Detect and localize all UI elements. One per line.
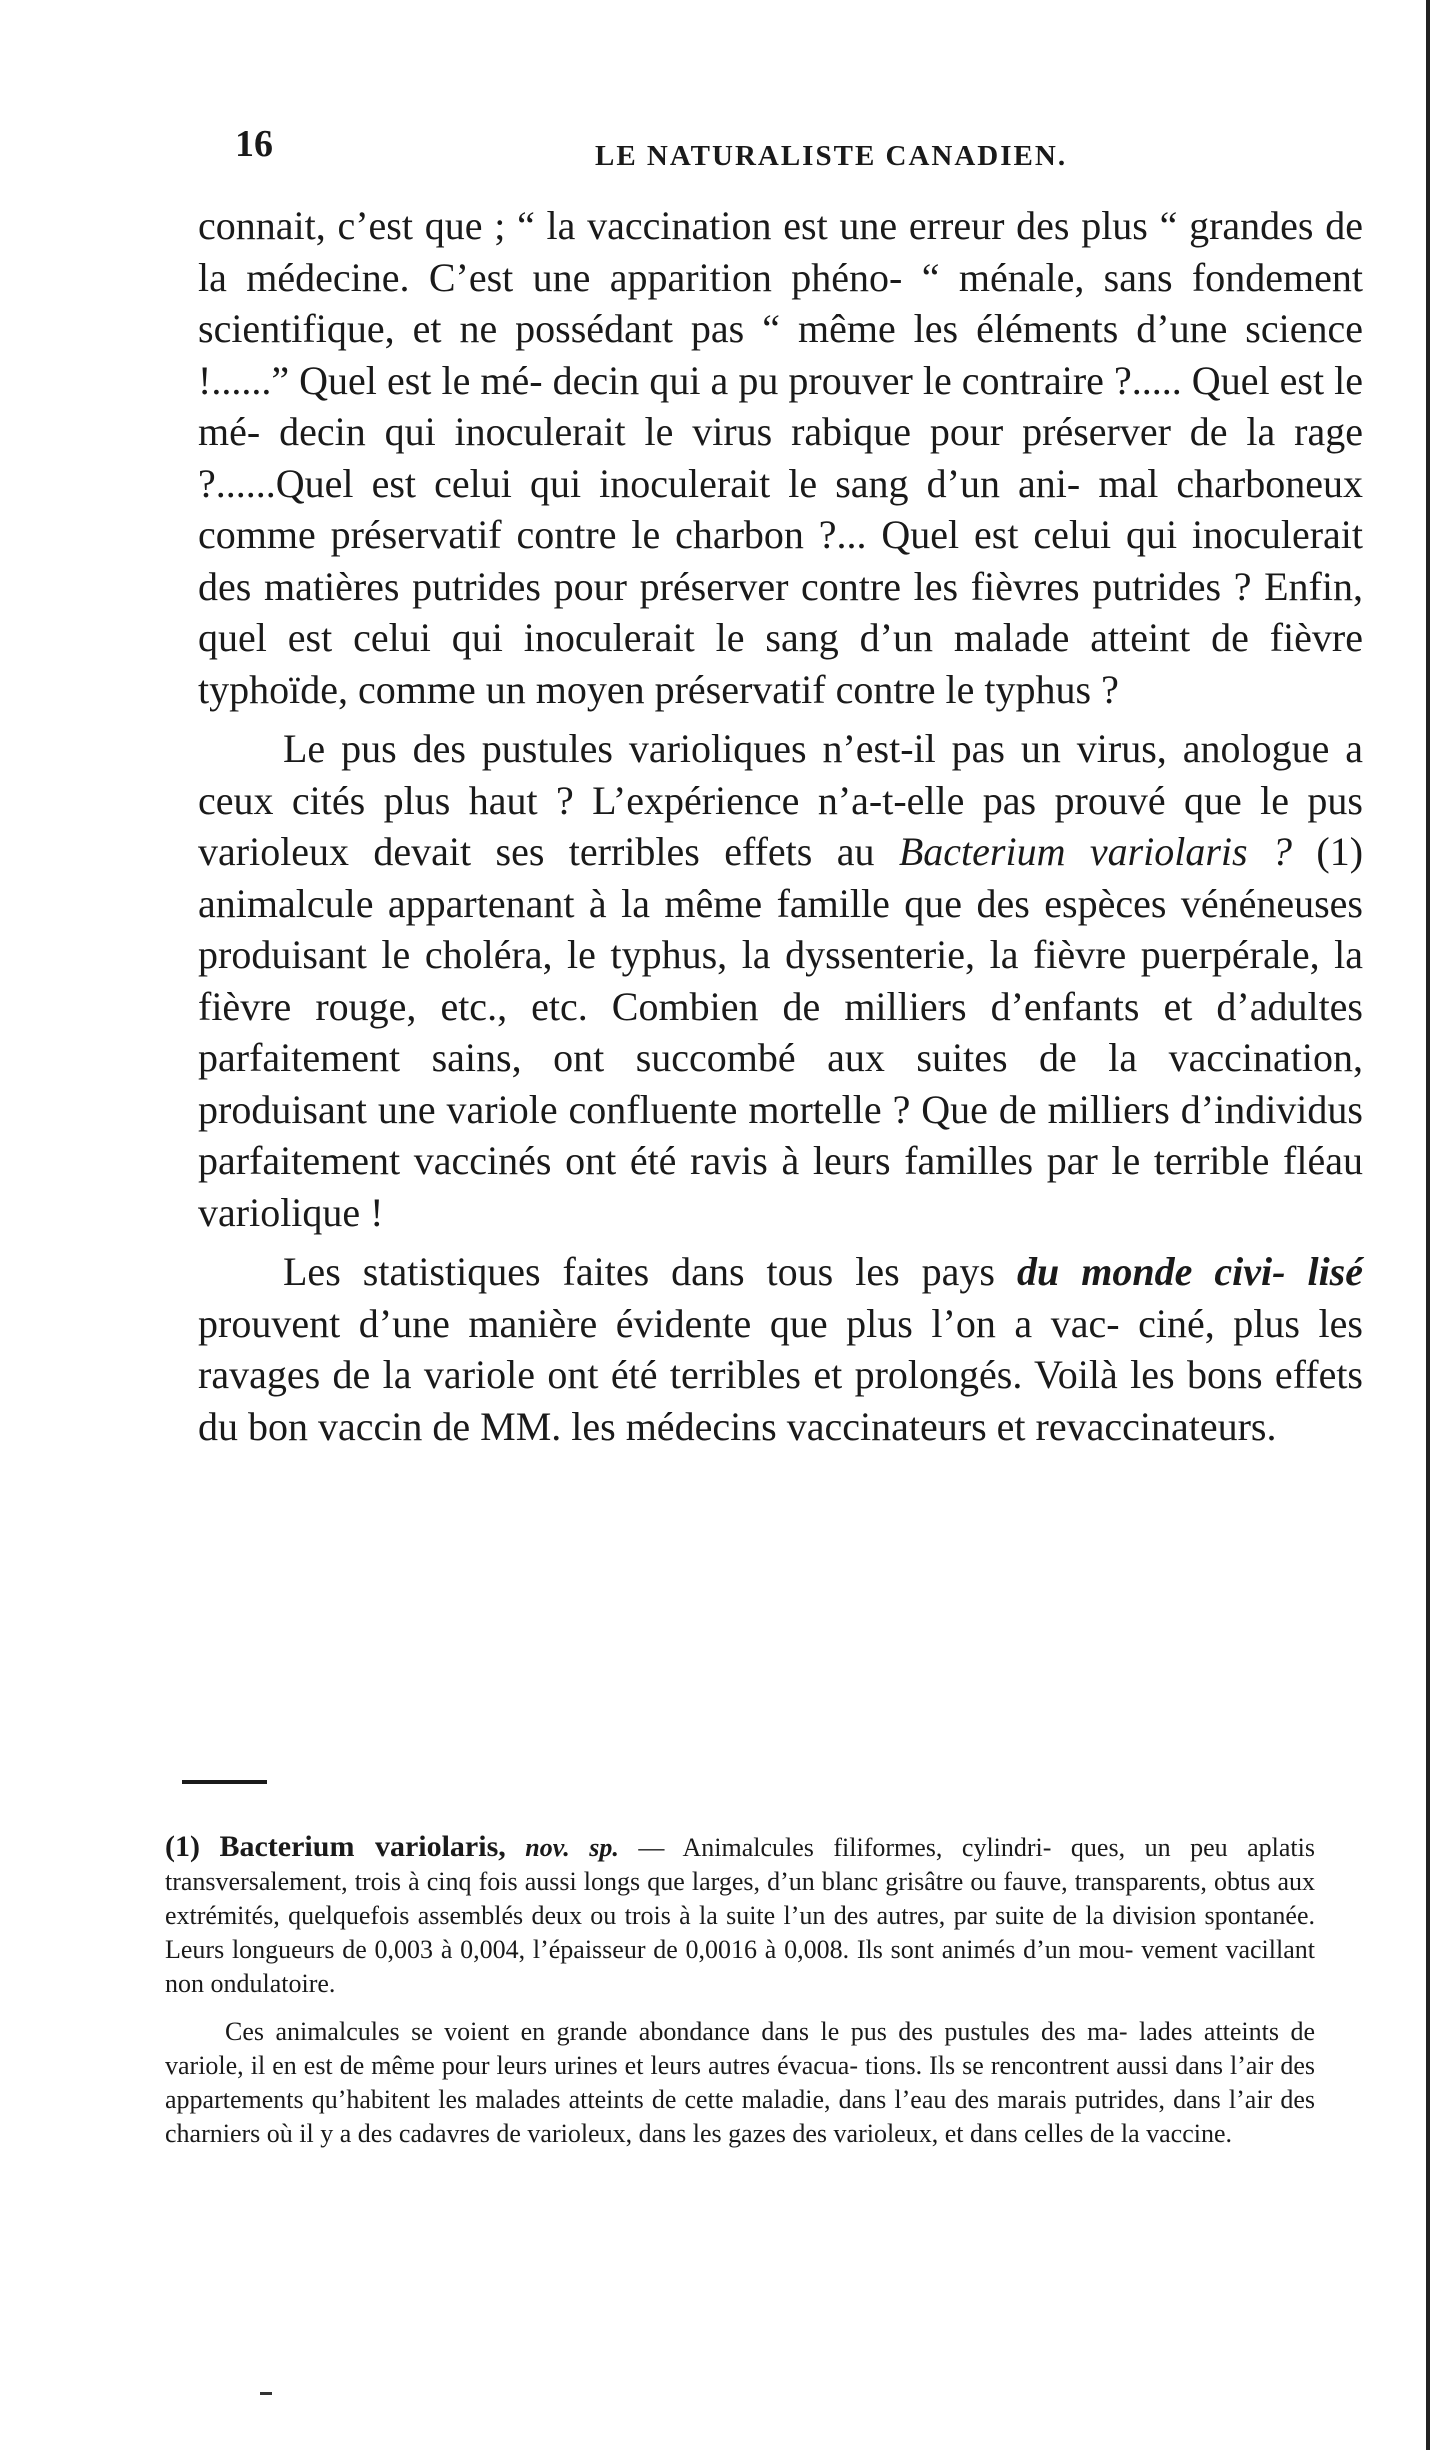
- paragraph-3-italic: du monde civi- lisé: [1017, 1249, 1363, 1294]
- footnote-title: Bacterium variolaris,: [219, 1830, 506, 1863]
- paragraph-2-part-a: Le pus des pustules varioliques n’est-il pas un virus, anologue a ceux cités plus haut ? L’expérience n’a-t-elle pas prouvé que le pus varioleux devait ses terribles effets au: [198, 726, 1363, 874]
- paragraph-3: [198, 1246, 1363, 1452]
- paragraph-3-part-b: prouvent d’une manière évidente que plus l’on a vac- ciné, plus les ravages de la variole ont été terribles et prolongés. Voilà les bons effets du bon vaccin de MM. les médecins vaccinateurs et revaccinateurs.: [198, 1300, 1363, 1449]
- main-text: [198, 200, 1363, 1452]
- footnote-species: nov. sp.: [525, 1833, 619, 1862]
- footnote-rule: [182, 1780, 267, 1784]
- footnote-1-text: — Animalcules filiformes, cylindri- ques, un peu aplatis transversalement, trois à cinq fois aussi longs que larges, d’un blanc grisâtre ou fauve, transparents, obtus aux extrémités, quelquefois assemblés deux ou trois à la suite l’un des autres, par suite de la division spontanée. Leurs longueurs de 0,003 à 0,004, l’épaisseur de 0,0016 à 0,008. Ils sont animés d’un mou- vement vacillant non ondulatoire.: [165, 1833, 1315, 1998]
- paragraph-1: connait, c’est que ; “ la vaccination est une erreur des plus “ grandes de la médecine. C’est une apparition phéno- “ ménale, sans fondement scientifique, et ne possédant pas “ même les éléments d’une science !......” Quel est le mé- decin qui a pu prouver le contraire ?..... Quel est le mé- decin qui inoculerait le virus rabique pour préserver de la rage ?......Quel est celui qui inoculerait le sang d’un ani- mal charboneux comme préservatif contre le charbon ?... Quel est celui qui inoculerait des matières putrides pour préserver contre les fièvres putrides ? Enfin, quel est celui qui inoculerait le sang d’un malade atteint de fièvre typhoïde, comme un moyen préservatif contre le typhus ?: [198, 203, 1363, 712]
- page-number: 16: [235, 123, 273, 165]
- stray-dash-mark: [260, 2392, 272, 2395]
- paragraph-2: [198, 723, 1363, 1238]
- footnote-marker: (1): [165, 1830, 200, 1863]
- page-edge-line: [1426, 0, 1430, 2450]
- paragraph-3-part-a: Les statistiques faites dans tous les pays: [283, 1249, 1017, 1294]
- footnotes: [165, 1830, 1315, 2151]
- paragraph-2-italic: Bacterium variolaris ?: [898, 829, 1292, 874]
- paragraph-2-part-b: (1) animalcule appartenant à la même famille que des espèces vénéneuses produisant le choléra, le typhus, la dyssenterie, la fièvre puerpérale, la fièvre rouge, etc., etc. Combien de milliers d’enfants et d’adultes parfaitement sains, ont succombé aux suites de la vaccination, produisant une variole confluente mortelle ? Que de milliers d’individus parfaitement vaccinés ont été ravis à leurs familles par le terrible fléau variolique !: [198, 829, 1364, 1235]
- running-head: LE NATURALISTE CANADIEN.: [595, 140, 1068, 172]
- footnote-2: Ces animalcules se voient en grande abondance dans le pus des pustules des ma- lades atteints de variole, il en est de même pour leurs urines et leurs autres évacua- tions. Ils se rencontrent aussi dans l’air des appartements qu’habitent les malades atteints de cette maladie, dans l’eau des marais putrides, dans l’air des charniers où il y a des cadavres de varioleux, dans les gazes des varioleux, et dans celles de la vaccine.: [165, 2017, 1315, 2148]
- footnote-1: [165, 1830, 1315, 2001]
